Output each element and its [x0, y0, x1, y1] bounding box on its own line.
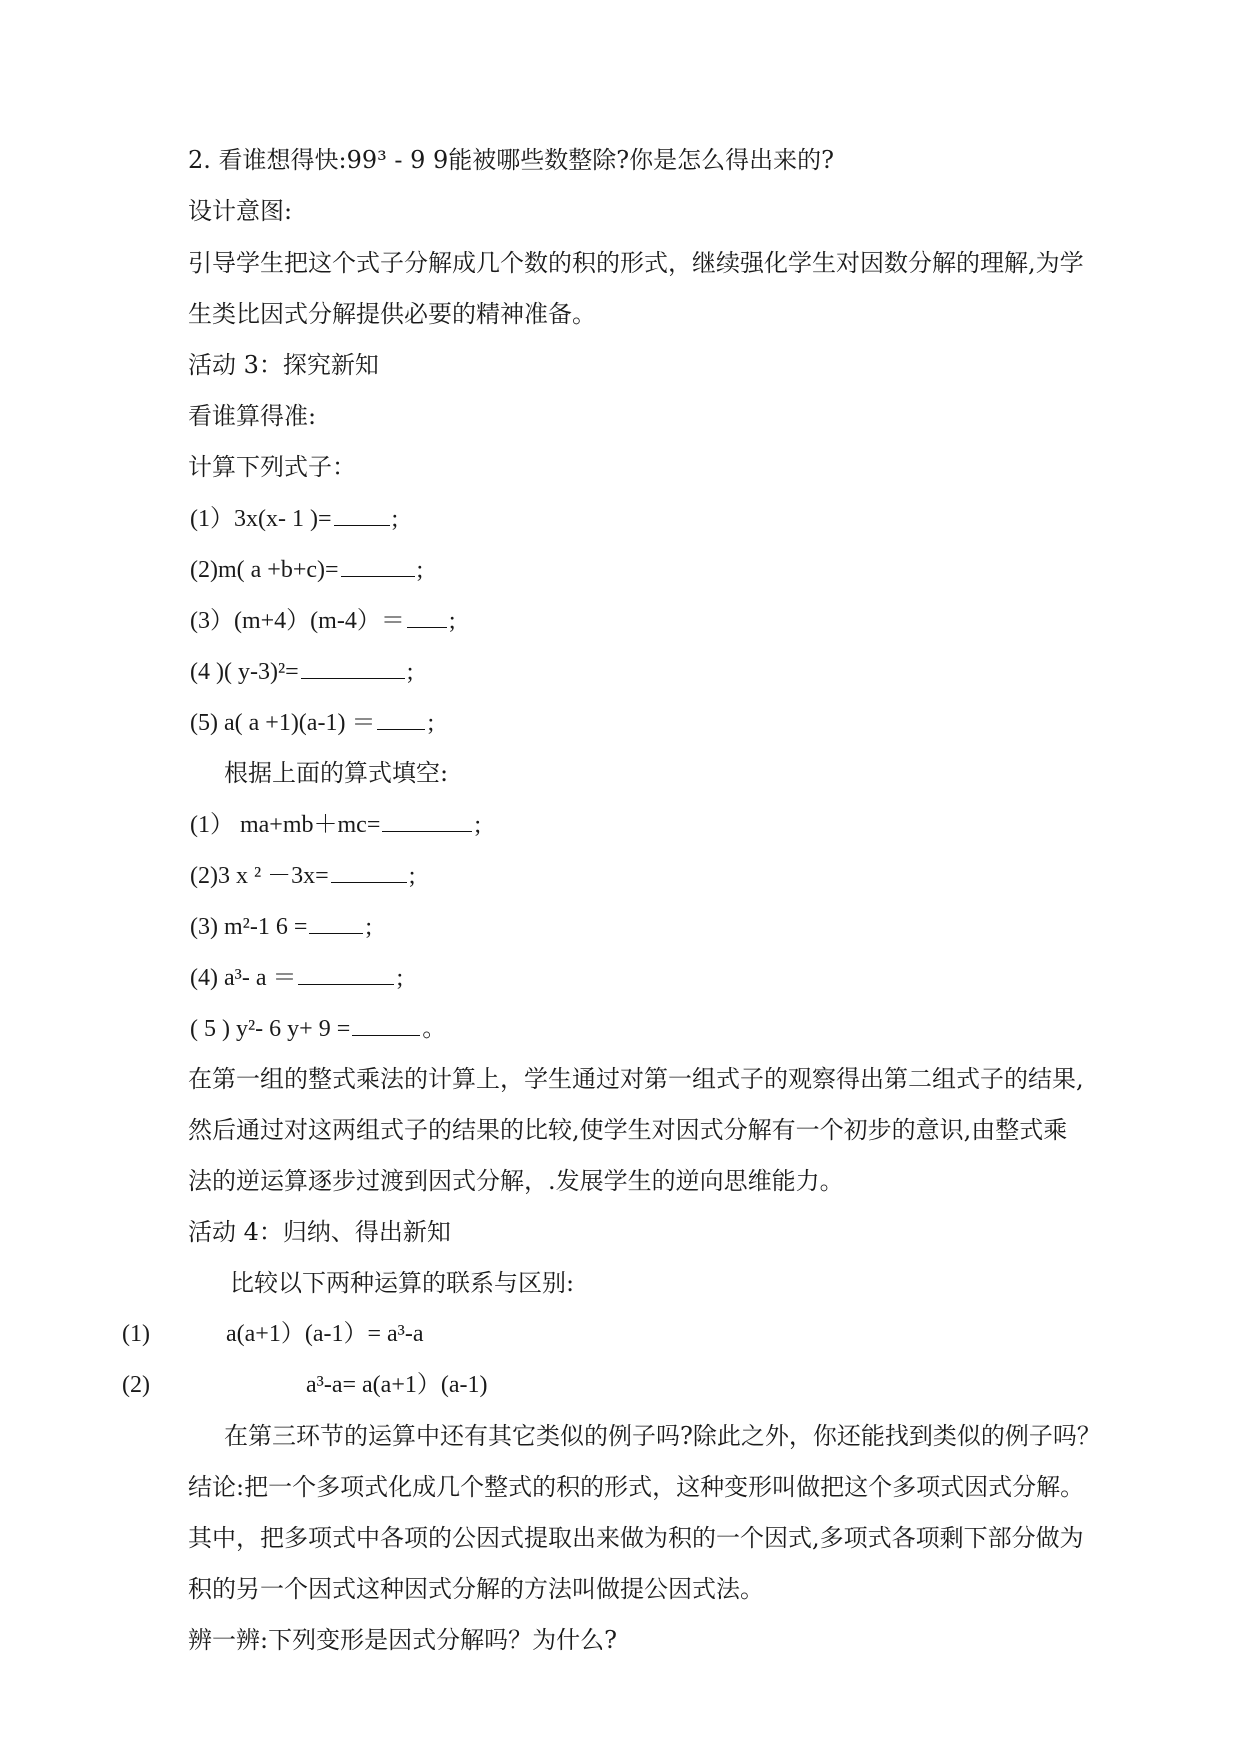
compare-instruction	[230, 1268, 574, 1298]
fill-text: (1） ma+mb＋mc=	[190, 812, 381, 838]
conclusion-text: 结论:把一个多项式化成几个整式的积的形式，这种变形叫做把这个多项式因式分解。	[188, 1473, 1085, 1501]
fill-end: ;	[365, 914, 373, 940]
paragraph-line	[188, 248, 1084, 278]
fill-end: ;	[408, 863, 416, 889]
compare-expression: a(a+1）(a-1）= a³-a	[226, 1321, 424, 1347]
fill-instruction-text: 根据上面的算式填空:	[224, 759, 449, 787]
fill-text: (3) m²-1 6 =	[190, 914, 308, 940]
paragraph-text: 积的另一个因式这种因式分解的方法叫做提公因式法。	[188, 1575, 764, 1603]
design-intent-label	[188, 196, 292, 226]
design-intent-text: 设计意图:	[188, 197, 293, 225]
activity-3-heading	[188, 350, 379, 380]
paragraph-line	[188, 1523, 1084, 1553]
activity-3-text: 活动 3：探究新知	[188, 351, 379, 379]
compare-2-label	[122, 1370, 150, 1400]
fill-end: ;	[396, 965, 404, 991]
fill-text: (2)3 x ² －3x=	[190, 863, 329, 889]
answer-blank	[301, 656, 405, 679]
answer-blank	[341, 554, 415, 577]
exercise-1	[190, 503, 398, 534]
exercise-end: ;	[416, 557, 424, 583]
activity-4-text: 活动 4：归纳、得出新知	[188, 1218, 451, 1246]
paragraph-text: 其中，把多项式中各项的公因式提取出来做为积的一个因式,多项式各项剩下部分做为	[188, 1524, 1084, 1552]
compare-label: (2)	[122, 1372, 150, 1398]
fill-3	[190, 911, 372, 942]
exercise-text: (3）(m+4）(m-4）＝	[190, 608, 405, 634]
exercise-text: (2)m( a +b+c)=	[190, 557, 339, 583]
exercise-4	[190, 656, 413, 687]
fill-end: ;	[474, 812, 482, 838]
answer-blank	[331, 860, 407, 883]
fill-4	[190, 962, 403, 993]
fill-instruction	[224, 758, 448, 788]
exercise-end: ;	[448, 608, 456, 634]
exercise-text: (5) a( a +1)(a-1) ＝	[190, 710, 376, 736]
answer-blank	[334, 503, 390, 526]
paragraph-line	[224, 1421, 1101, 1451]
discern-question-text: 辨一辨:下列变形是因式分解吗？为什么?	[188, 1626, 617, 1654]
answer-blank	[407, 605, 447, 628]
answer-blank	[352, 1013, 420, 1036]
question-2-text: 2. 看谁想得快:99³ - 9 9能被哪些数整除?你是怎么得出来的?	[188, 146, 835, 174]
fill-1	[190, 809, 481, 840]
compare-instruction-text: 比较以下两种运算的联系与区别:	[230, 1269, 575, 1297]
exercise-5	[190, 707, 434, 738]
paragraph-text: 然后通过对这两组式子的结果的比较,使学生对因式分解有一个初步的意识,由整式乘	[188, 1116, 1068, 1144]
instruction-text: 计算下列式子：	[188, 453, 356, 481]
discern-question	[188, 1625, 617, 1655]
fill-5	[190, 1013, 446, 1044]
compare-1-label	[122, 1319, 150, 1349]
paragraph-text: 在第三环节的运算中还有其它类似的例子吗?除此之外，你还能找到类似的例子吗？	[224, 1422, 1101, 1450]
compare-2-expression	[306, 1370, 488, 1400]
instruction	[188, 452, 356, 482]
fill-text: (4) a³- a ＝	[190, 965, 297, 991]
exercise-3	[190, 605, 456, 636]
compare-expression: a³-a= a(a+1）(a-1)	[306, 1372, 488, 1398]
conclusion-line	[188, 1472, 1084, 1502]
activity-4-heading	[188, 1217, 451, 1247]
answer-blank	[309, 911, 363, 934]
paragraph-line	[188, 1064, 1084, 1094]
subheading-text: 看谁算得准:	[188, 402, 317, 430]
paragraph-text: 法的逆运算逐步过渡到因式分解，.发展学生的逆向思维能力。	[188, 1167, 844, 1195]
paragraph-text: 引导学生把这个式子分解成几个数的积的形式，继续强化学生对因数分解的理解,为学	[188, 249, 1084, 277]
exercise-text: (1）3x(x- 1 )=	[190, 506, 332, 532]
exercise-end: ;	[391, 506, 399, 532]
paragraph-line	[188, 1574, 764, 1604]
fill-2	[190, 860, 415, 891]
paragraph-line	[188, 1115, 1067, 1145]
compare-label: (1)	[122, 1321, 150, 1347]
paragraph-line	[188, 299, 596, 329]
exercise-end: ;	[406, 659, 414, 685]
exercise-2	[190, 554, 423, 585]
exercise-text: (4 )( y-3)²=	[190, 659, 299, 685]
answer-blank	[298, 962, 394, 985]
compare-1-expression	[226, 1319, 424, 1349]
answer-blank	[377, 707, 425, 730]
question-2	[188, 145, 834, 175]
paragraph-text: 在第一组的整式乘法的计算上，学生通过对第一组式子的观察得出第二组式子的结果,	[188, 1065, 1084, 1093]
fill-end: 。	[422, 1016, 447, 1042]
paragraph-text: 生类比因式分解提供必要的精神准备。	[188, 300, 596, 328]
exercise-end: ;	[427, 710, 435, 736]
paragraph-line	[188, 1166, 844, 1196]
subheading	[188, 401, 316, 431]
fill-text: ( 5 ) y²- 6 y+ 9 =	[190, 1016, 351, 1042]
answer-blank	[382, 809, 472, 832]
